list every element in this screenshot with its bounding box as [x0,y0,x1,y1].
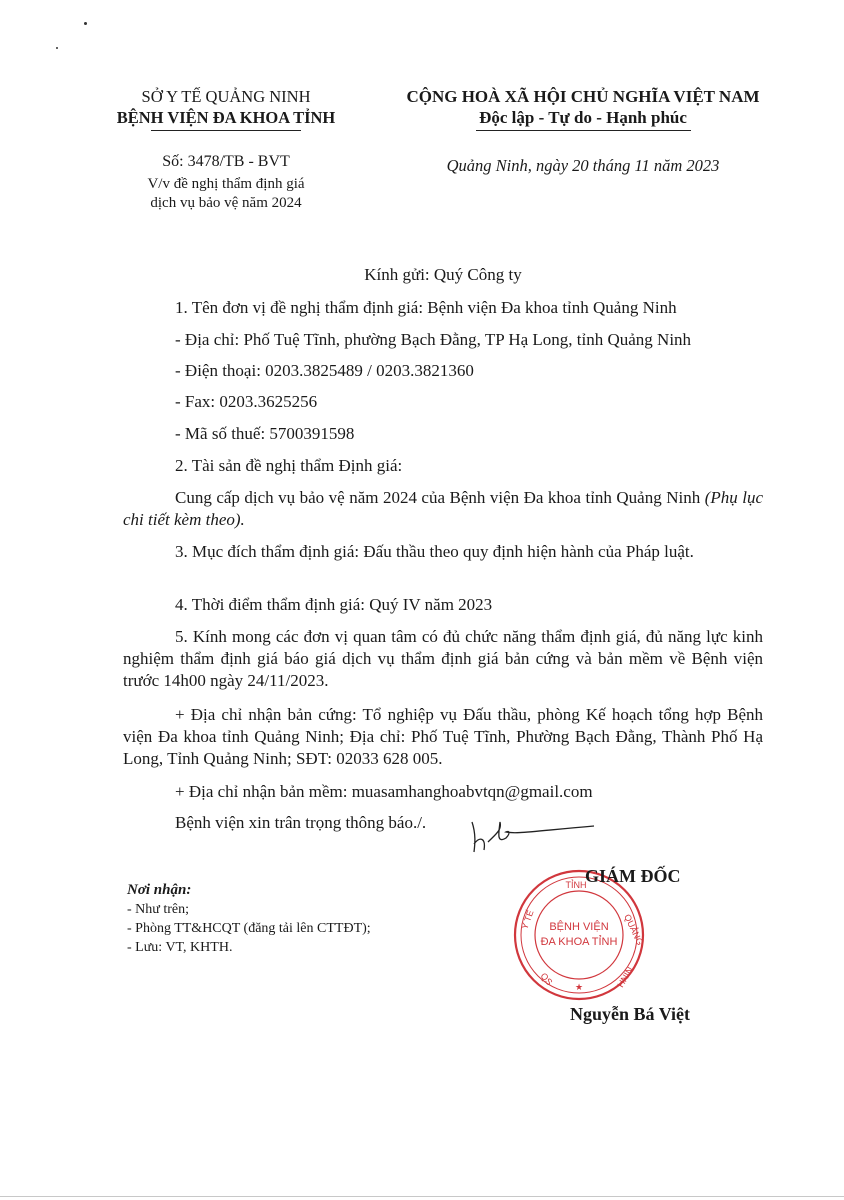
recipients-block [127,881,487,957]
republic-title: CỘNG HOÀ XÃ HỘI CHỦ NGHĨA VIỆT NAM [406,87,760,106]
phone-line: - Điện thoại: 0203.3825489 / 0203.3821360 [175,361,474,380]
item-4: 4. Thời điểm thẩm định giá: Quý IV năm 2023 [175,595,493,614]
motto: Độc lập - Tự do - Hạnh phúc [479,108,687,127]
recipient-item: - Như trên; [127,902,190,917]
official-stamp [512,868,647,1003]
issuer-block [92,86,360,131]
signatory-name: Nguyễn Bá Việt [570,1004,691,1024]
issuer-underline [151,130,301,131]
scan-speck [84,22,87,25]
stamp-ring-right: QUẢNG [622,912,646,947]
stamp-inner-line-1: BỆNH VIỆN [549,921,609,933]
item-2-appendix-note: (Phụ lục chi tiết kèm theo). [123,488,763,529]
issuer-name: BỆNH VIỆN ĐA KHOA TỈNH [116,108,336,127]
item-2-description [123,487,763,531]
recipients-title: Nơi nhận: [127,882,192,898]
subject-line-1: V/v đề nghị thẩm định giá [147,176,305,192]
stamp-ring-top: TỈNH [565,880,587,890]
stamp-ring-right-2: NINH [615,965,635,990]
stamp-star-icon: ★ [574,983,584,993]
recipient-item: - Lưu: VT, KHTH. [127,940,233,955]
recipient-item: - Phòng TT&HCQT (đăng tải lên CTTĐT); [127,921,371,936]
salutation: Kính gửi: Quý Công ty [364,265,522,284]
item-5: 5. Kính mong các đơn vị quan tâm có đủ chức năng thẩm định giá, đủ năng lực kinh nghiệm thẩm định giá báo giá dịch vụ thẩm định giá bản cứng và bản mềm về Bệnh viện trước 14h00 ngày 24/11/2023. [123,627,763,690]
initial-signature [466,812,596,862]
stamp-ring-bottom: QS [538,970,555,988]
issuer-parent: SỞ Y TẾ QUẢNG NINH [141,87,311,106]
document-number: Số: 3478/TB - BVT [162,153,290,170]
national-header [383,86,783,131]
address-line: - Địa chỉ: Phố Tuệ Tĩnh, phường Bạch Đằng, TP Hạ Long, tỉnh Quảng Ninh [175,330,692,349]
scan-speck [56,47,58,49]
item-1: 1. Tên đơn vị đề nghị thẩm định giá: Bệnh viện Đa khoa tỉnh Quảng Ninh [175,298,677,317]
item-2: 2. Tài sản đề nghị thẩm Định giá: [175,456,403,475]
hard-copy-address: + Địa chỉ nhận bản cứng: Tổ nghiệp vụ Đấu thầu, phòng Kế hoạch tổng hợp Bệnh viện Đa khoa tỉnh Quảng Ninh; Địa chỉ: Phố Tuệ Tĩnh, Phường Bạch Đằng, Thành Phố Hạ Long, Tỉnh Quảng Ninh; SĐT: 02033 628 005. [123,705,763,768]
signatory-title: GIÁM ĐỐC [585,866,681,886]
subject-line-2: dịch vụ bảo vệ năm 2024 [150,195,302,211]
soft-copy-address: + Địa chỉ nhận bản mềm: muasamhanghoabvtqn@gmail.com [175,782,593,801]
fax-line: - Fax: 0203.3625256 [175,392,318,411]
item-3: 3. Mục đích thẩm định giá: Đấu thầu theo quy định hiện hành của Pháp luật. [175,542,694,561]
item-2-text: Cung cấp dịch vụ bảo vệ năm 2024 của Bệnh viện Đa khoa tỉnh Quảng Ninh [175,488,705,507]
place-date: Quảng Ninh, ngày 20 tháng 11 năm 2023 [446,156,720,175]
stamp-ring-left: Y TẾ [519,908,536,931]
scan-edge-line [0,1196,844,1197]
document-subject [92,175,360,213]
motto-underline [476,130,691,131]
closing-line: Bệnh viện xin trân trọng thông báo./. [175,813,427,832]
stamp-inner-line-2: ĐA KHOA TỈNH [540,936,618,948]
tax-line: - Mã số thuế: 5700391598 [175,424,355,443]
